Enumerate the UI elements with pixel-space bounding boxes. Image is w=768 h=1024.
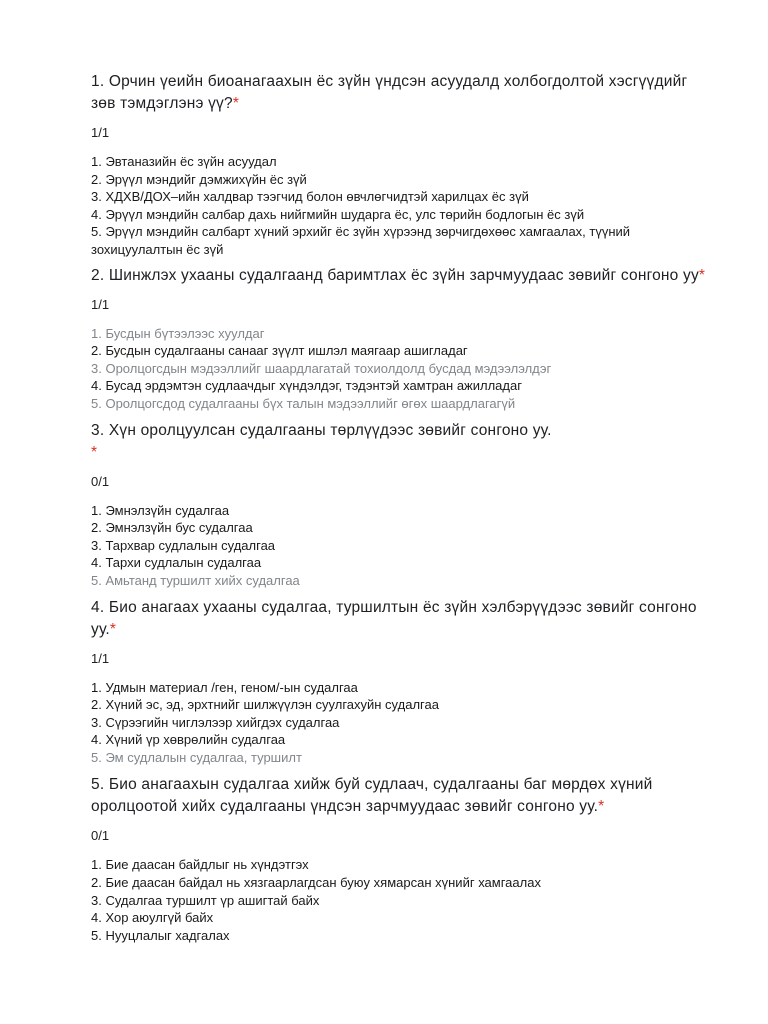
- answer-option: 2. Бие даасан байдал нь хязгаарлагдсан буюу хямарсан хүнийг хамгаалах: [91, 875, 541, 891]
- question-score: 1/1: [91, 296, 110, 312]
- question-3: [91, 420, 708, 590]
- option-list: [91, 856, 708, 944]
- question-5: [91, 774, 708, 944]
- answer-option: 4. Бусад эрдэмтэн судлаачдыг хүндэлдэг, тэдэнтэй хамтран ажилладаг: [91, 378, 522, 394]
- option-list: [91, 679, 708, 767]
- answer-option: 4. Эрүүл мэндийн салбар дахь нийгмийн шударга ёс, улс төрийн бодлогын ёс зүй: [91, 206, 585, 222]
- required-mark: *: [698, 266, 706, 284]
- answer-option: 5. Нууцлалыг хадгалах: [91, 927, 230, 943]
- answer-option: 1. Эмнэлзүйн судалгаа: [91, 502, 230, 518]
- question-score: 1/1: [91, 125, 110, 140]
- question-score: 0/1: [91, 828, 110, 844]
- answer-option: 5. Оролцогсдод судалгааны бүх талын мэдээллийг өгөх шаардлагагүй: [91, 395, 516, 411]
- required-mark: *: [598, 798, 605, 816]
- option-list: [91, 502, 708, 590]
- answer-option: 2. Эмнэлзүйн бус судалгаа: [91, 520, 253, 536]
- answer-option: 5. Эм судлалын судалгаа, туршилт: [91, 749, 302, 765]
- answer-option: 4. Тархи судлалын судалгаа: [91, 555, 262, 571]
- answer-option: 3. Судалгаа туршилт үр ашигтай байх: [91, 892, 320, 908]
- answer-option: 5. Амьтанд туршилт хийх судалгаа: [91, 572, 300, 588]
- answer-option: 1. Удмын материал /ген, геном/-ын судалгаа: [91, 679, 358, 695]
- answer-option: 2. Эрүүл мэндийг дэмжихүйн ёс зүй: [91, 171, 307, 187]
- answer-option: 2. Бусдын судалгааны санааг зүүлт ишлэл маягаар ашигладаг: [91, 343, 468, 359]
- answer-option: 4. Хор аюулгүй байх: [91, 910, 214, 926]
- question-score: 0/1: [91, 473, 110, 489]
- question-score: 1/1: [91, 650, 110, 666]
- answer-option: 3. Оролцогсдын мэдээллийг шаардлагатай тохиолдолд бусдад мэдээлэлдэг: [91, 360, 552, 376]
- required-mark: *: [91, 443, 98, 461]
- question-4: [91, 597, 708, 767]
- option-list: [91, 325, 708, 413]
- answer-option: 4. Хүний үр хөврөлийн судалгаа: [91, 732, 286, 748]
- required-mark: *: [109, 620, 117, 638]
- answer-option: 3. Сүрээгийн чиглэлээр хийгдэх судалгаа: [91, 714, 340, 730]
- required-mark: *: [232, 95, 240, 112]
- answer-option: 1. Бусдын бүтээлээс хуулдаг: [91, 325, 265, 341]
- question-2: [91, 265, 708, 413]
- answer-option: 3. Тархвар судлалын судалгаа: [91, 537, 276, 553]
- answer-option: 1. Эвтаназийн ёс зүйн асуудал: [91, 154, 277, 169]
- question-title: 2. Шинжлэх ухааны судалгаанд баримтлах ёс зүйн зарчмуудаас зөвийг сонгоно уу*: [91, 266, 706, 284]
- question-1: [91, 71, 708, 259]
- answer-option: 3. ХДХВ/ДОХ–ийн халдвар тээгчид болон өвчлөгчидтэй харилцах ёс зүй: [91, 189, 529, 205]
- answer-option: 1. Бие даасан байдлыг нь хүндэтгэх: [91, 857, 309, 873]
- option-list: [91, 153, 708, 259]
- question-title: 5. Био анагаахын судалгаа хийж буй судлаач, судалгааны баг мөрдөх хүний оролцоотой хийх судалгааны үндсэн зарчмуудаас зөвийг сонгоно уу.*: [91, 776, 653, 816]
- answer-option: 5. Эрүүл мэндийн салбарт хүний эрхийг ёс зүйн хүрээнд зөрчигдөхөөс хамгаалах, түүний зохицуулалтын ёс зүй: [91, 224, 631, 257]
- answer-option: 2. Хүний эс, эд, эрхтнийг шилжүүлэн суулгахуйн судалгаа: [91, 697, 439, 713]
- question-title: 1. Орчин үеийн биоанагаахын ёс зүйн үндсэн асуудалд холбогдолтой хэсгүүдийг зөв тэмдэглэнэ үү?*: [91, 73, 688, 112]
- question-title: 4. Био анагаах ухааны судалгаа, туршилтын ёс зүйн хэлбэрүүдээс зөвийг сонгоно уу.*: [91, 598, 697, 638]
- question-title: 3. Хүн оролцуулсан судалгааны төрлүүдээс зөвийг сонгоно уу. *: [91, 421, 552, 461]
